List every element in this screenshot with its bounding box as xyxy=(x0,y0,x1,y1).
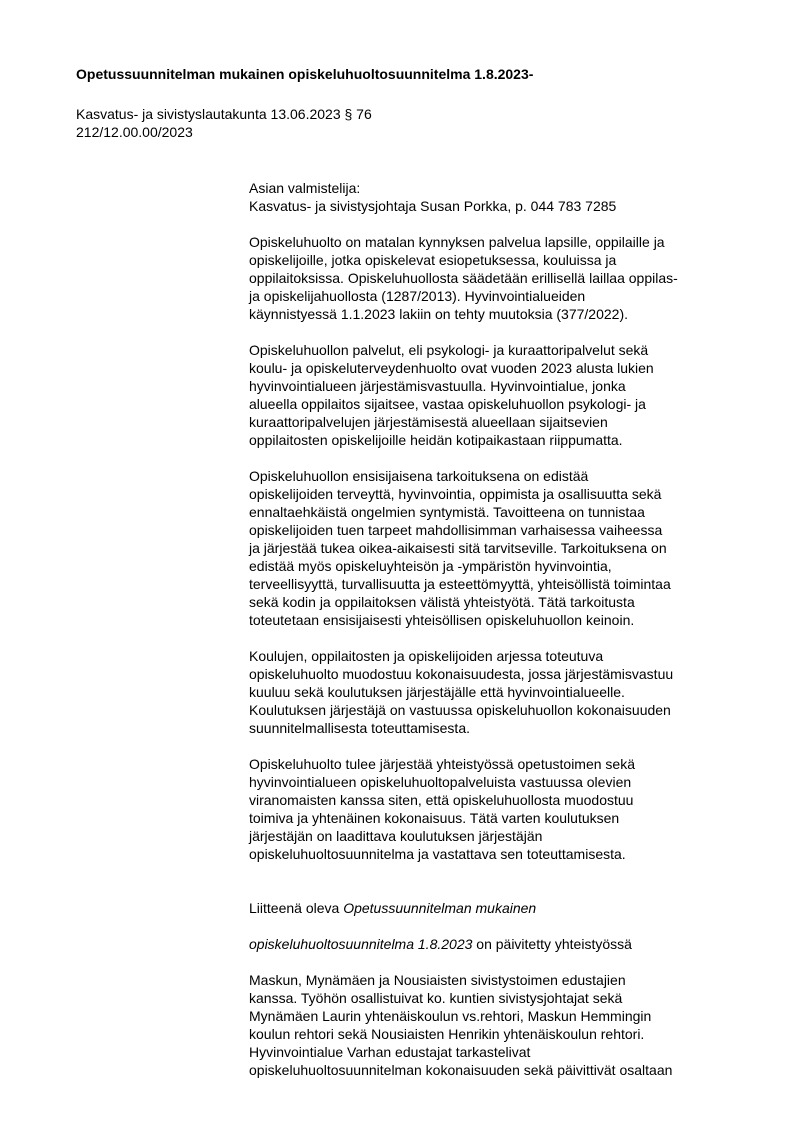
paragraph-line: opiskelijoille, jotka opiskelevat esiopetuksessa, kouluissa ja xyxy=(249,252,617,268)
paragraph-line: opiskelijoiden terveyttä, hyvinvointia, oppimista ja osallisuutta sekä xyxy=(249,486,662,502)
last-paragraph-after-title: on päivitetty yhteistyössä xyxy=(472,936,632,952)
paragraph-line: Koulujen, oppilaitosten ja opiskelijoiden arjessa toteutuva xyxy=(249,648,604,664)
paragraph-line: kuraattoripalvelujen järjestämisestä alueellaan sijaitsevien xyxy=(249,414,608,430)
paragraph-line: toimiva ja yhtenäinen kokonaisuus. Tätä varten koulutuksen xyxy=(249,810,620,826)
preparer-name: Kasvatus- ja sivistysjohtaja Susan Porkka, p. 044 783 7285 xyxy=(249,198,617,214)
document-title: Opetussuunnitelman mukainen opiskeluhuoltosuunnitelma 1.8.2023- xyxy=(76,66,534,82)
paragraph-line: järjestäjän on laadittava koulutuksen järjestäjän xyxy=(249,828,543,844)
paragraph-line: ja opiskelijahuollosta (1287/2013). Hyvinvointialueiden xyxy=(249,288,586,304)
paragraph-line: hyvinvointialueen järjestämisvastuulla. Hyvinvointialue, jonka xyxy=(249,378,626,394)
paragraph-line: Koulutuksen järjestäjä on vastuussa opiskeluhuollon kokonaisuuden xyxy=(249,702,671,718)
document-body xyxy=(249,179,739,1097)
paragraph-line: viranomaisten kanssa siten, että opiskeluhuollosta muodostuu xyxy=(249,792,634,808)
paragraph xyxy=(249,341,739,449)
paragraph-line: koulu- ja opiskeluterveydenhuolto ovat vuoden 2023 alusta lukien xyxy=(249,360,654,376)
diary-number: 212/12.00.00/2023 xyxy=(76,124,193,140)
meeting-reference: Kasvatus- ja sivistyslautakunta 13.06.2023 § 76 xyxy=(76,106,372,122)
paragraph-line: opiskeluhuolto muodostuu kokonaisuudesta, jossa järjestämisvastuu xyxy=(249,666,674,682)
paragraph-line: Opiskeluhuollon ensisijaisena tarkoituksena on edistää xyxy=(249,468,589,484)
paragraph-line: oppilaitosten opiskelijoille heidän kotipaikastaan riippumatta. xyxy=(249,432,623,448)
last-paragraph-line: koulun rehtori sekä Nousiaisten Henrikin yhtenäiskoulun rehtori. xyxy=(249,1026,645,1042)
last-paragraph-line: Maskun, Mynämäen ja Nousiaisten sivistystoimen edustajien xyxy=(249,972,626,988)
paragraph-line: hyvinvointialueen opiskeluhuoltopalveluista vastuussa olevien xyxy=(249,774,632,790)
paragraph-line: opiskelijoiden tuen tarpeet mahdollisimman varhaisessa vaiheessa xyxy=(249,522,663,538)
paragraph-line: opiskeluhuoltosuunnitelma ja vastattava sen toteuttamisesta. xyxy=(249,846,626,862)
last-paragraph-line xyxy=(249,935,739,953)
last-paragraph-line xyxy=(249,899,739,917)
last-paragraph-intro: Liitteenä oleva xyxy=(249,900,344,916)
last-paragraph-line: Mynämäen Laurin yhtenäiskoulun vs.rehtori, Maskun Hemmingin xyxy=(249,1008,652,1024)
paragraph-line: edistää myös opiskeluyhteisön ja -ympäristön hyvinvointia, xyxy=(249,558,612,574)
paragraph-line: ennaltaehkäistä ongelmien syntymistä. Tavoitteena on tunnistaa xyxy=(249,504,645,520)
last-paragraph-line: opiskeluhuoltosuunnitelman kokonaisuuden sekä päivittivät osaltaan xyxy=(249,1062,673,1078)
paragraph-line: kuuluu sekä koulutuksen järjestäjälle että hyvinvointialueelle. xyxy=(249,684,625,700)
paragraph-line: oppilaitoksissa. Opiskeluhuollosta säädetään erillisellä laillaa oppilas- xyxy=(249,270,678,286)
paragraphs xyxy=(249,233,739,863)
paragraph-line: toteutetaan ensisijaisesti yhteisöllisen opiskeluhuollon keinoin. xyxy=(249,612,635,628)
attachment-title-part1: Opetussuunnitelman mukainen xyxy=(343,900,537,916)
paragraph-line: käynnistyessä 1.1.2023 lakiin on tehty muutoksia (377/2022). xyxy=(249,306,629,322)
paragraph-line: Opiskeluhuollon palvelut, eli psykologi- ja kuraattoripalvelut sekä xyxy=(249,342,649,358)
last-paragraph-lines xyxy=(249,971,739,1079)
preparer-block xyxy=(249,179,739,215)
paragraph-line: sekä kodin ja oppilaitoksen välistä yhteistyötä. Tätä tarkoitusta xyxy=(249,594,635,610)
paragraph-line: suunnitelmallisesta toteuttamisesta. xyxy=(249,720,470,736)
paragraph-line: terveellisyyttä, turvallisuutta ja esteettömyyttä, yhteisöllistä toimintaa xyxy=(249,576,671,592)
paragraph xyxy=(249,647,739,737)
paragraph xyxy=(249,467,739,629)
paragraph-line: ja järjestää tukea oikea-aikaisesti sitä tarvitseville. Tarkoituksena on xyxy=(249,540,667,556)
last-paragraph-line: kanssa. Työhön osallistuivat ko. kuntien sivistysjohtajat sekä xyxy=(249,990,623,1006)
last-paragraph xyxy=(249,881,739,1097)
paragraph xyxy=(249,233,739,323)
paragraph-line: alueella oppilaitos sijaitsee, vastaa opiskeluhuollon psykologi- ja xyxy=(249,396,646,412)
attachment-title-part2: opiskeluhuoltosuunnitelma 1.8.2023 xyxy=(249,936,473,952)
paragraph xyxy=(249,755,739,863)
last-paragraph-line: Hyvinvointialue Varhan edustajat tarkastelivat xyxy=(249,1044,531,1060)
preparer-label: Asian valmistelija: xyxy=(249,180,361,196)
paragraph-line: Opiskeluhuolto tulee järjestää yhteistyössä opetustoimen sekä xyxy=(249,756,635,772)
paragraph-line: Opiskeluhuolto on matalan kynnyksen palvelua lapsille, oppilaille ja xyxy=(249,234,665,250)
